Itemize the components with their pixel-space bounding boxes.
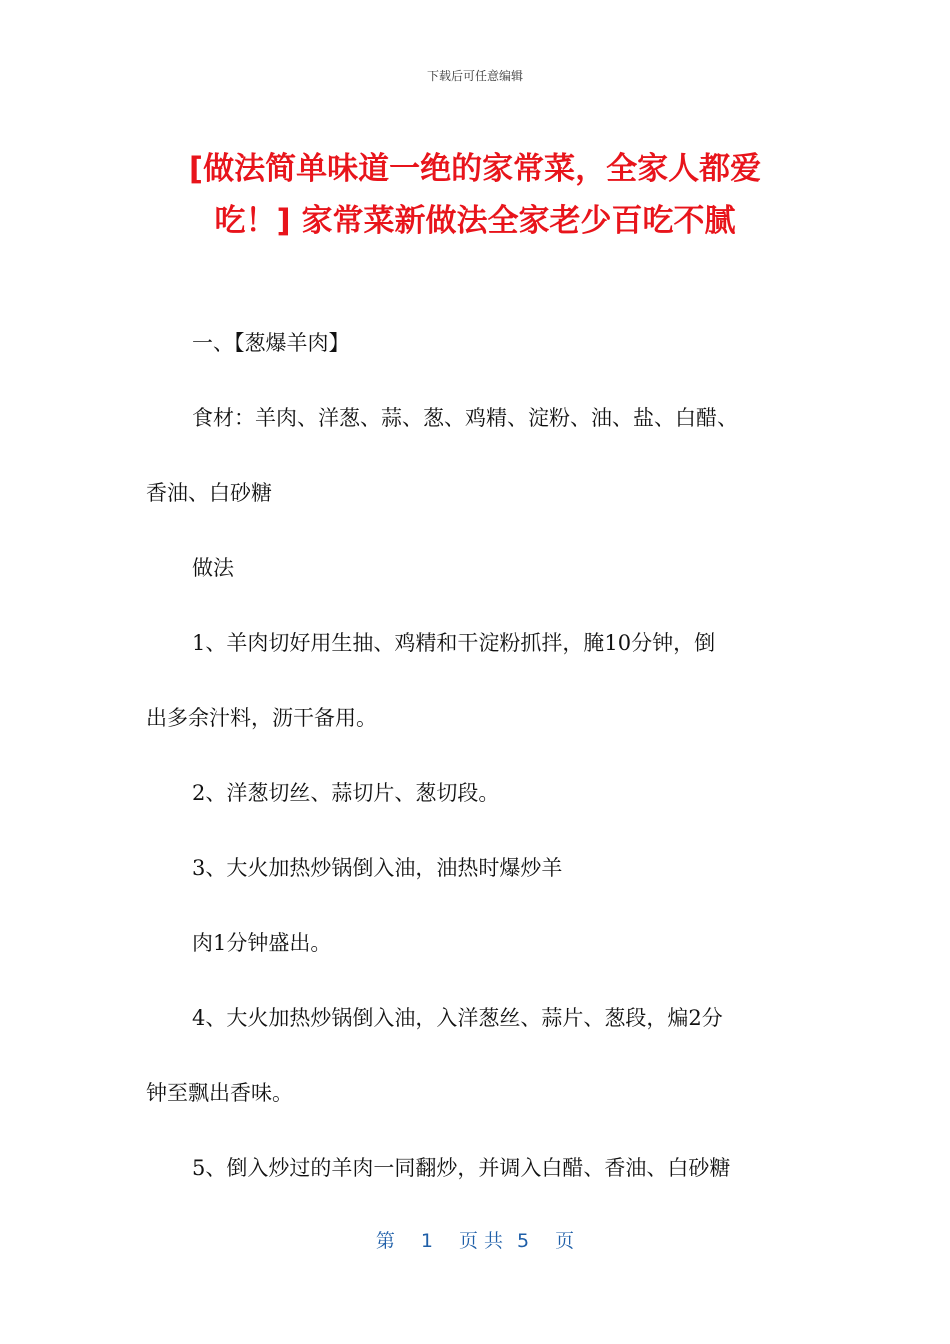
step-1-line-1: 1、羊肉切好用生抽、鸡精和干淀粉抓拌，腌10分钟，倒 [192, 631, 716, 655]
step-1-line-2: 出多余汁料，沥干备用。 [146, 706, 377, 730]
title-line-1: [做法简单味道一绝的家常菜，全家人都爱 [188, 151, 762, 187]
footer-prefix: 第 [375, 1230, 395, 1252]
page-footer [0, 1226, 950, 1253]
section-heading: 一、【葱爆羊肉】 [192, 331, 350, 355]
title-line-2: 吃！] 家常菜新做法全家老少百吃不腻 [214, 203, 736, 239]
footer-suffix: 页 [555, 1230, 575, 1252]
document-title [120, 143, 830, 247]
method-heading: 做法 [192, 556, 234, 580]
step-3-line-2: 肉1分钟盛出。 [192, 931, 332, 955]
step-4-line-1: 4、大火加热炒锅倒入油，入洋葱丝、蒜片、葱段，煸2分 [192, 1006, 723, 1030]
step-2: 2、洋葱切丝、蒜切片、葱切段。 [192, 781, 500, 805]
ingredients-line-2: 香油、白砂糖 [146, 481, 272, 505]
step-3-line-1: 3、大火加热炒锅倒入油，油热时爆炒羊 [192, 856, 563, 880]
footer-middle: 页 共 [458, 1230, 504, 1252]
current-page-number: 1 [420, 1230, 433, 1252]
header-note: 下载后可任意编辑 [426, 69, 523, 83]
step-5-line-1: 5、倒入炒过的羊肉一同翻炒，并调入白醋、香油、白砂糖 [192, 1156, 731, 1180]
ingredients-line-1: 食材：羊肉、洋葱、蒜、葱、鸡精、淀粉、油、盐、白醋、 [192, 406, 738, 430]
total-pages-number: 5 [517, 1230, 530, 1252]
step-4-line-2: 钟至飘出香味。 [146, 1081, 293, 1105]
